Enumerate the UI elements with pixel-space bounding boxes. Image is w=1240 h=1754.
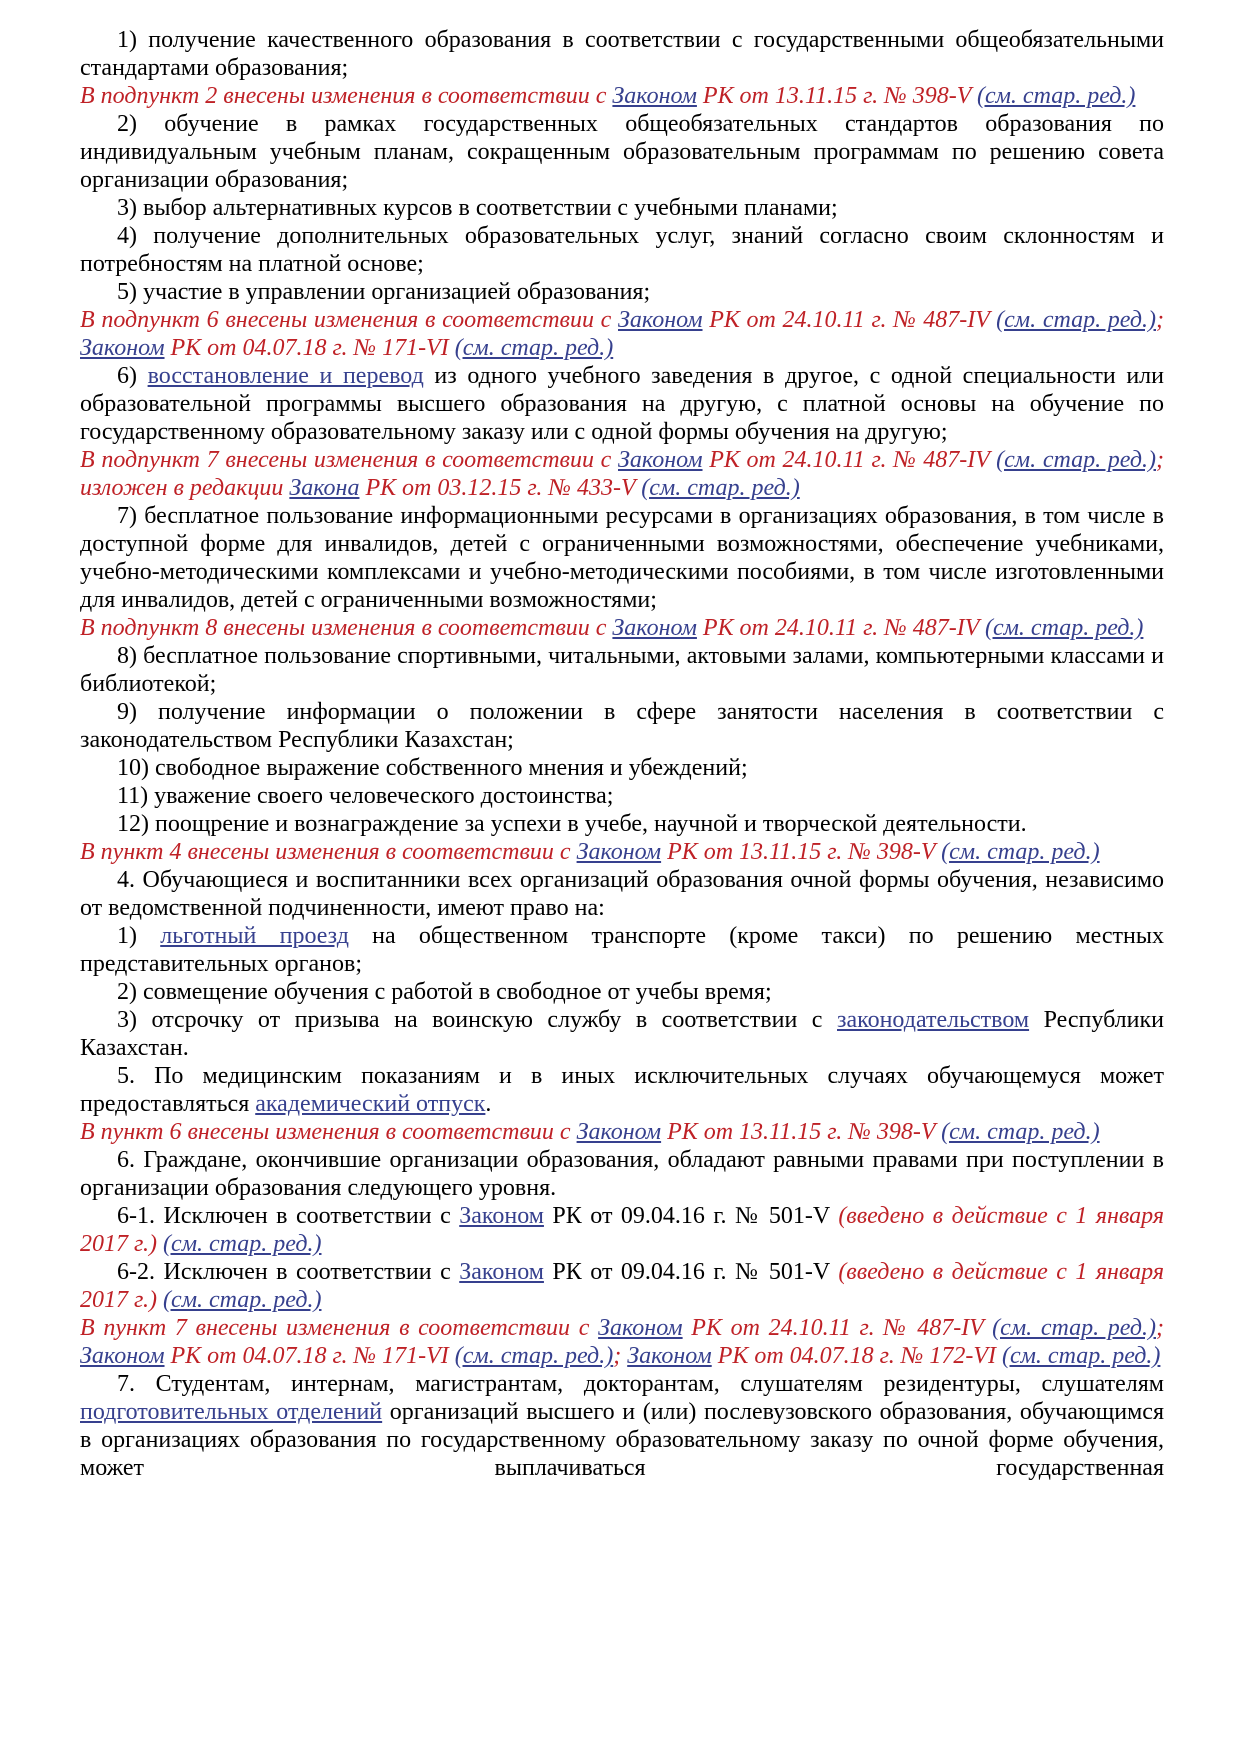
- text-run: РК от 09.04.16 г. № 501-V: [543, 1259, 839, 1285]
- amendment-text-run: РК от 04.07.18 г. № 171-VI: [164, 1343, 455, 1369]
- text-run: 2) совмещение обучения с работой в свободное от учебы время;: [117, 979, 772, 1005]
- amendment-text-run: РК от 13.11.15 г. № 398-V: [661, 1119, 942, 1145]
- text-run: 11) уважение своего человеческого достоинства;: [117, 783, 614, 809]
- amendment-text-run: РК от 04.07.18 г. № 171-VI: [164, 335, 455, 361]
- amendment-text-run: В подпункт 6 внесены изменения в соответствии с: [80, 307, 618, 333]
- amendment-text-run: ;: [613, 1343, 628, 1369]
- text-run: 5. По медицинским показаниям и в иных исключительных случаях обучающемуся может предоставляться: [80, 1063, 1164, 1117]
- body-paragraph: [80, 698, 1164, 754]
- amendment-note: [80, 1314, 1164, 1370]
- law-reference-link[interactable]: Законом: [598, 1315, 683, 1341]
- law-reference-link[interactable]: академический отпуск: [255, 1091, 486, 1117]
- text-run: 5) участие в управлении организацией образования;: [117, 279, 651, 305]
- law-reference-link[interactable]: (см. стар. ред.): [996, 307, 1156, 333]
- law-reference-link[interactable]: Законом: [459, 1203, 544, 1229]
- amendment-text-run: (введено в действие с 1 января 2017 г.): [80, 1259, 1164, 1313]
- law-reference-link[interactable]: льготный проезд: [160, 923, 349, 949]
- text-run: 1): [117, 923, 161, 949]
- text-run: 4) получение дополнительных образовательных услуг, знаний согласно своим склонностям и потребностям на платной основе;: [80, 223, 1164, 277]
- body-paragraph: [80, 1370, 1164, 1482]
- body-paragraph: [80, 502, 1164, 614]
- amendment-text-run: ;: [1155, 307, 1164, 333]
- amendment-text-run: В подпункт 8 внесены изменения в соответствии с: [80, 615, 613, 641]
- amendment-text-run: В подпункт 7 внесены изменения в соответствии с: [80, 447, 618, 473]
- law-reference-link[interactable]: (см. стар. ред.): [984, 615, 1144, 641]
- text-run: 7) бесплатное пользование информационными ресурсами в организациях образования, в том числе в доступной форме для инвалидов, детей с ограниченными возможностями, обеспечение учебниками, учебно-методическими комплексами и учебно-методическими пособиями, в том числе изготовленными для инвалидов, детей с ограниченными возможностями;: [80, 503, 1164, 613]
- amendment-text-run: ;: [1155, 1315, 1164, 1341]
- amendment-note: [80, 446, 1164, 502]
- text-run: 6. Граждане, окончившие организации образования, обладают равными правами при поступлении в организации образования следующего уровня.: [80, 1147, 1164, 1201]
- text-run: 3) выбор альтернативных курсов в соответствии с учебными планами;: [117, 195, 838, 221]
- law-reference-link[interactable]: (см. стар. ред.): [992, 1315, 1156, 1341]
- body-paragraph: [80, 362, 1164, 446]
- amendment-text-run: В пункт 6 внесены изменения в соответствии с: [80, 1119, 577, 1145]
- amendment-text-run: В пункт 7 внесены изменения в соответствии с: [80, 1315, 599, 1341]
- body-paragraph: [80, 782, 1164, 810]
- text-run: организаций высшего и (или) послевузовского образования, обучающимся в организациях образования по государственному образовательному заказу по очной форме обучения, может выплачиваться государственная: [80, 1399, 1164, 1481]
- law-reference-link[interactable]: Законом: [80, 1343, 165, 1369]
- body-paragraph: [80, 278, 1164, 306]
- body-paragraph: [80, 222, 1164, 278]
- body-paragraph: [80, 978, 1164, 1006]
- law-reference-link[interactable]: Законом: [627, 1343, 712, 1369]
- body-paragraph: [80, 1062, 1164, 1118]
- law-reference-link[interactable]: Законом: [576, 839, 662, 865]
- text-run: 10) свободное выражение собственного мнения и убеждений;: [117, 755, 748, 781]
- law-reference-link[interactable]: (см. стар. ред.): [163, 1287, 322, 1313]
- text-run: 3) отсрочку от призыва на воинскую службу в соответствии с: [117, 1007, 837, 1033]
- amendment-text-run: РК от 24.10.11 г. № 487-IV: [696, 615, 985, 641]
- body-paragraph: [80, 26, 1164, 82]
- text-run: 2) обучение в рамках государственных общеобязательных стандартов образования по индивидуальным учебным планам, сокращенным образовательным программам по решению совета организации образования;: [80, 111, 1164, 193]
- text-run: 4. Обучающиеся и воспитанники всех организаций образования очной формы обучения, независимо от ведомственной подчиненности, имеют право на:: [80, 867, 1164, 921]
- body-paragraph: [80, 642, 1164, 698]
- amendment-text-run: В подпункт 2 внесены изменения в соответствии с: [80, 83, 613, 109]
- text-run: 7. Студентам, интернам, магистрантам, докторантам, слушателям резидентуры, слушателям: [117, 1371, 1164, 1397]
- law-reference-link[interactable]: (см. стар. ред.): [163, 1231, 322, 1257]
- text-run: .: [485, 1091, 492, 1117]
- text-run: РК от 09.04.16 г. № 501-V: [543, 1203, 839, 1229]
- amendment-note: [80, 306, 1164, 362]
- law-reference-link[interactable]: (см. стар. ред.): [454, 335, 614, 361]
- amendment-note: [80, 838, 1164, 866]
- law-reference-link[interactable]: Законом: [576, 1119, 662, 1145]
- law-reference-link[interactable]: Законом: [80, 335, 165, 361]
- law-reference-link[interactable]: законодательством: [837, 1007, 1030, 1033]
- amendment-note: [80, 614, 1164, 642]
- law-reference-link[interactable]: Законом: [618, 307, 703, 333]
- text-run: 8) бесплатное пользование спортивными, читальными, актовыми залами, компьютерными классами и библиотекой;: [80, 643, 1164, 697]
- amendment-text-run: РК от 24.10.11 г. № 487-IV: [702, 307, 997, 333]
- text-run: на общественном транспорте (кроме такси) по решению местных представительных органов;: [80, 923, 1164, 977]
- body-paragraph: [80, 1258, 1164, 1314]
- text-run: 6-1. Исключен в соответствии с: [117, 1203, 460, 1229]
- text-run: из одного учебного заведения в другое, с одной специальности или образовательной программы высшего образования на другую, с платной основы на обучение по государственному образовательному заказу или с одной формы обучения на другую;: [80, 363, 1164, 445]
- amendment-text-run: РК от 24.10.11 г. № 487-IV: [682, 1315, 993, 1341]
- text-run: 1) получение качественного образования в соответствии с государственными общеобязательными стандартами образования;: [80, 27, 1164, 81]
- law-reference-link[interactable]: (см. стар. ред.): [941, 1119, 1100, 1145]
- amendment-text-run: РК от 13.11.15 г. № 398-V: [661, 839, 942, 865]
- law-reference-link[interactable]: подготовительных отделений: [80, 1399, 383, 1425]
- amendment-text-run: РК от 13.11.15 г. № 398-V: [696, 83, 977, 109]
- amendment-text-run: РК от 03.12.15 г. № 433-V: [359, 475, 642, 501]
- law-reference-link[interactable]: (см. стар. ред.): [641, 475, 800, 501]
- text-run: 12) поощрение и вознаграждение за успехи в учебе, научной и творческой деятельности.: [117, 811, 1027, 837]
- law-reference-link[interactable]: (см. стар. ред.): [454, 1343, 614, 1369]
- text-run: 6): [117, 363, 148, 389]
- text-run: 6-2. Исключен в соответствии с: [117, 1259, 460, 1285]
- law-reference-link[interactable]: Законом: [618, 447, 703, 473]
- amendment-text-run: ; изложен в редакции: [80, 447, 1164, 501]
- law-reference-link[interactable]: Законом: [612, 615, 697, 641]
- law-reference-link[interactable]: (см. стар. ред.): [976, 83, 1136, 109]
- body-paragraph: [80, 754, 1164, 782]
- amendment-note: [80, 1118, 1164, 1146]
- body-paragraph: [80, 922, 1164, 978]
- law-reference-link[interactable]: Законом: [612, 83, 697, 109]
- amendment-text-run: (введено в действие с 1 января 2017 г.): [80, 1203, 1164, 1257]
- amendment-text-run: РК от 24.10.11 г. № 487-IV: [702, 447, 997, 473]
- text-run: Республики Казахстан.: [80, 1007, 1165, 1061]
- amendment-text-run: В пункт 4 внесены изменения в соответствии с: [80, 839, 577, 865]
- body-paragraph: [80, 1202, 1164, 1258]
- law-reference-link[interactable]: (см. стар. ред.): [996, 447, 1156, 473]
- body-paragraph: [80, 1006, 1164, 1062]
- law-reference-link[interactable]: Законом: [459, 1259, 544, 1285]
- law-reference-link[interactable]: восстановление и перевод: [147, 363, 424, 389]
- body-paragraph: [80, 866, 1164, 922]
- text-run: 9) получение информации о положении в сфере занятости населения в соответствии с законодательством Республики Казахстан;: [80, 699, 1164, 753]
- body-paragraph: [80, 194, 1164, 222]
- law-reference-link[interactable]: (см. стар. ред.): [1001, 1343, 1161, 1369]
- law-reference-link[interactable]: (см. стар. ред.): [941, 839, 1100, 865]
- amendment-note: [80, 82, 1164, 110]
- body-paragraph: [80, 110, 1164, 194]
- law-reference-link[interactable]: Закона: [289, 475, 360, 501]
- body-paragraph: [80, 810, 1164, 838]
- amendment-text-run: РК от 04.07.18 г. № 172-VI: [711, 1343, 1002, 1369]
- body-paragraph: [80, 1146, 1164, 1202]
